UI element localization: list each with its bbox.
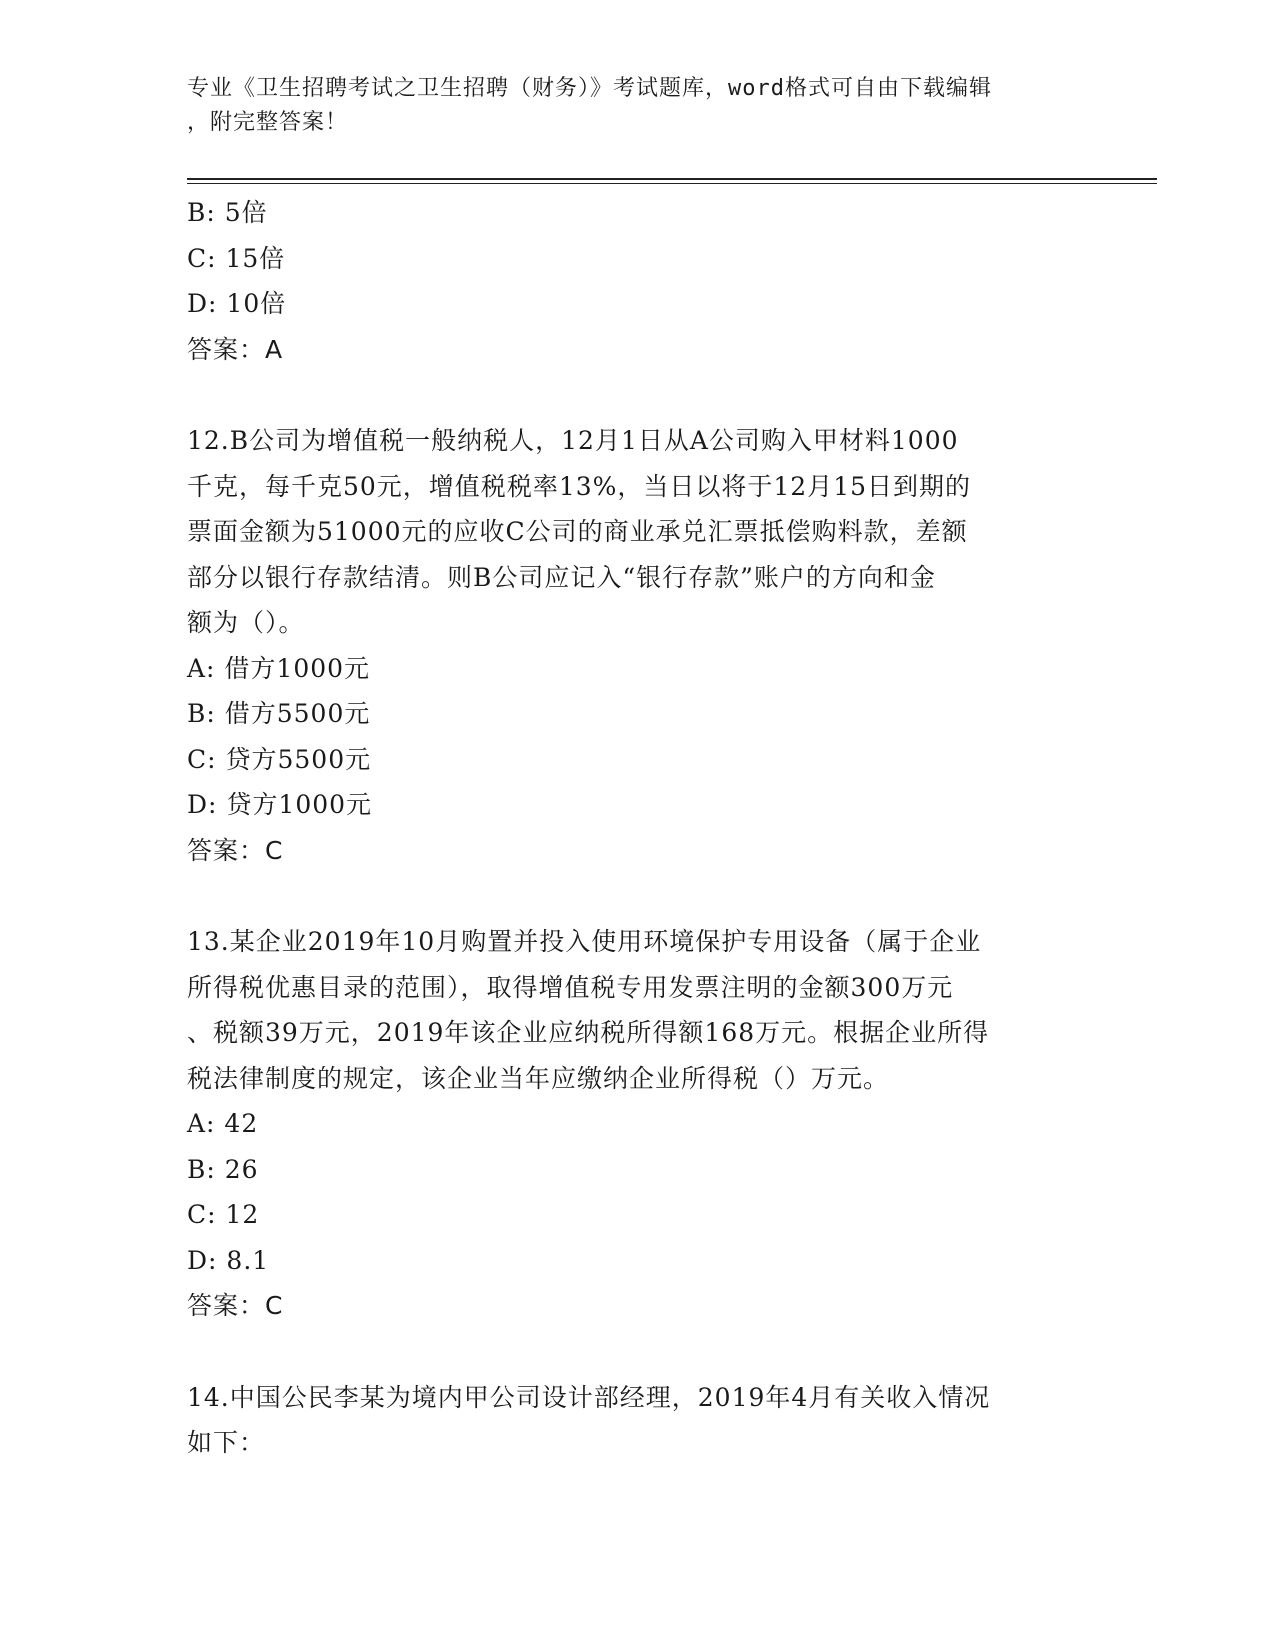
document-header <box>187 72 1077 140</box>
prev-question-block <box>187 190 1087 372</box>
answer-line: 答案：C <box>187 1291 284 1320</box>
option-c: C: 15倍 <box>187 243 286 273</box>
question-13 <box>187 919 1087 1329</box>
answer-line: 答案：A <box>187 334 284 364</box>
option-c: C: 贷方5500元 <box>187 744 372 774</box>
option-b: B: 借方5500元 <box>187 699 371 728</box>
question-stem-line: 千克，每千克50元，增值税税率13%，当日以将于12月15日到期的 <box>187 471 972 501</box>
option-d: D: 贷方1000元 <box>187 790 373 819</box>
question-stem-line: 14.中国公民李某为境内甲公司设计部经理，2019年4月有关收入情况 <box>187 1382 991 1412</box>
question-stem-line: 、税额39万元，2019年该企业应纳税所得额168万元。根据企业所得 <box>187 1018 990 1047</box>
question-stem-line: 如下： <box>187 1428 266 1457</box>
header-divider-thick <box>187 178 1157 180</box>
option-a: A: 借方1000元 <box>187 653 371 683</box>
option-b: B: 5倍 <box>187 198 268 227</box>
question-stem-line: 所得税优惠目录的范围），取得增值税专用发票注明的金额300万元 <box>187 972 954 1002</box>
answer-line: 答案：C <box>187 835 284 865</box>
header-divider-thin <box>187 183 1157 184</box>
question-stem-line: 票面金额为51000元的应收C公司的商业承兑汇票抵偿购料款，差额 <box>187 517 968 546</box>
question-content <box>187 190 1087 1466</box>
question-stem-line: 额为（）。 <box>187 608 305 637</box>
question-12 <box>187 418 1087 873</box>
question-stem-line: 部分以银行存款结清。则B公司应记入“银行存款”账户的方向和金 <box>187 562 936 592</box>
option-d: D: 10倍 <box>187 289 287 318</box>
question-stem-line: 12.B公司为增值税一般纳税人，12月1日从A公司购入甲材料1000 <box>187 426 959 455</box>
option-a: A: 42 <box>187 1109 259 1138</box>
question-stem-line: 13.某企业2019年10月购置并投入使用环境保护专用设备（属于企业 <box>187 927 982 956</box>
header-line-2: ，附完整答案！ <box>187 110 349 135</box>
question-stem-line: 税法律制度的规定，该企业当年应缴纳企业所得税（）万元。 <box>187 1063 890 1093</box>
option-b: B: 26 <box>187 1154 259 1184</box>
option-d: D: 8.1 <box>187 1245 270 1275</box>
header-line-1: 专业《卫生招聘考试之卫生招聘（财务）》考试题库，word格式可自由下载编辑 <box>187 76 992 101</box>
question-14 <box>187 1375 1087 1466</box>
option-c: C: 12 <box>187 1200 260 1229</box>
